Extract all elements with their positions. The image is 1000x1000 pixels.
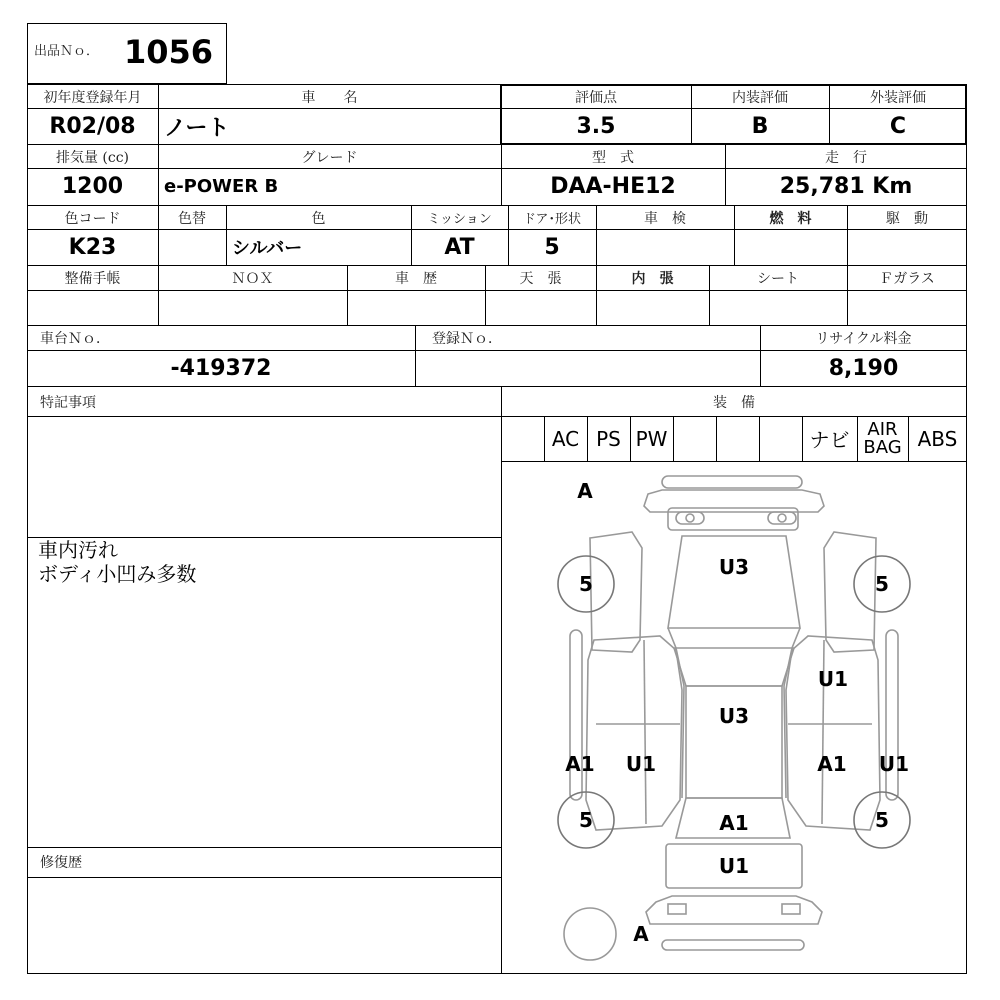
mission-value: AT bbox=[444, 234, 475, 260]
fuel-value bbox=[734, 229, 847, 265]
nox-value bbox=[158, 290, 347, 325]
recycle-value: 8,190 bbox=[828, 355, 899, 381]
equip-pw: PW bbox=[635, 426, 668, 451]
displacement-label: 排気量 (cc) bbox=[55, 149, 130, 166]
color-code-label: 色コード bbox=[64, 210, 121, 227]
equip-airbag-line2: BAG bbox=[863, 436, 902, 458]
interior-label: 内装評価 bbox=[732, 89, 788, 106]
color-label: 色 bbox=[311, 210, 326, 227]
car-name-value: ノート bbox=[164, 115, 230, 141]
damage-rear-bumper: A bbox=[633, 922, 649, 946]
maintenance-value bbox=[27, 290, 158, 325]
history-value bbox=[347, 290, 485, 325]
maintenance-label: 整備手帳 bbox=[64, 271, 121, 287]
grade-label: グレード bbox=[301, 149, 358, 166]
seat-label: シート bbox=[757, 271, 799, 287]
score-value: 3.5 bbox=[576, 113, 616, 139]
equipment-label: 装 備 bbox=[713, 395, 755, 411]
interior-value: B bbox=[751, 113, 769, 139]
notes-line-2: ボディ小凹み多数 bbox=[38, 562, 197, 586]
drive-label: 駆 動 bbox=[886, 210, 928, 227]
lot-number-label: 出品Ｎｏ． bbox=[34, 43, 100, 59]
fuel-label: 燃 料 bbox=[769, 210, 812, 227]
damage-hood: U3 bbox=[718, 555, 750, 579]
inspection-value bbox=[596, 229, 734, 265]
mileage-value: 25,781 Km bbox=[779, 174, 913, 199]
model-label: 型 式 bbox=[592, 149, 634, 166]
registration-value bbox=[415, 350, 760, 386]
roof-label: 天 張 bbox=[519, 271, 562, 287]
notes-label: 特記事項 bbox=[40, 395, 96, 411]
damage-rear-roof-edge: A1 bbox=[719, 811, 749, 835]
damage-front-bumper: A bbox=[577, 479, 593, 503]
equip-ps: PS bbox=[596, 426, 621, 451]
rear-left-wheel-value: 5 bbox=[579, 808, 593, 832]
color-change-value bbox=[158, 229, 226, 265]
rear-right-wheel-value: 5 bbox=[875, 808, 889, 832]
inner-label: 内 張 bbox=[631, 271, 674, 287]
color-change-label: 色替 bbox=[178, 210, 206, 227]
damage-right-front-door: U1 bbox=[817, 667, 849, 691]
damage-roof: U3 bbox=[718, 704, 750, 728]
fglass-value bbox=[847, 290, 967, 325]
front-right-wheel-value: 5 bbox=[875, 572, 889, 596]
equip-navi: ナビ bbox=[809, 428, 850, 452]
fglass-label: Ｆガラス bbox=[879, 271, 935, 287]
exterior-label: 外装評価 bbox=[870, 89, 926, 106]
color-code-value: K23 bbox=[68, 234, 117, 260]
inner-value bbox=[596, 290, 709, 325]
history-label: 車 歴 bbox=[395, 271, 437, 287]
notes-line-1: 車内汚れ bbox=[38, 538, 118, 562]
color-value: シルバー bbox=[232, 238, 303, 259]
chassis-label: 車台Ｎｏ． bbox=[40, 331, 110, 347]
recycle-label: リサイクル料金 bbox=[815, 331, 912, 347]
chassis-value: -419372 bbox=[170, 355, 272, 381]
mission-label: ミッション bbox=[427, 212, 492, 227]
registration-label: 登録Ｎｏ． bbox=[432, 331, 502, 347]
damage-tailgate: U1 bbox=[718, 854, 750, 878]
inspection-label: 車 検 bbox=[644, 210, 686, 227]
seat-value bbox=[709, 290, 847, 325]
equip-airbag-line1: AIR bbox=[867, 418, 898, 440]
mileage-label: 走 行 bbox=[825, 149, 867, 166]
equip-airbag bbox=[857, 416, 908, 461]
notes-text bbox=[38, 538, 493, 586]
drive-value bbox=[847, 229, 967, 265]
first-reg-value: R02/08 bbox=[49, 113, 136, 139]
front-left-wheel-value: 5 bbox=[579, 572, 593, 596]
repair-history-label: 修復歴 bbox=[40, 855, 82, 871]
equip-ac: AC bbox=[551, 426, 580, 451]
score-label: 評価点 bbox=[575, 89, 617, 106]
damage-right-rocker: A1 bbox=[817, 752, 847, 776]
first-reg-label: 初年度登録年月 bbox=[43, 89, 142, 106]
lot-number: 1056 bbox=[124, 33, 214, 71]
equip-abs: ABS bbox=[917, 426, 958, 451]
grade-value: e-POWER B bbox=[164, 176, 279, 197]
car-name-label: 車 名 bbox=[301, 89, 358, 106]
exterior-value: C bbox=[889, 113, 907, 139]
damage-right-rear-quarter: U1 bbox=[878, 752, 910, 776]
displacement-value: 1200 bbox=[61, 174, 124, 199]
door-label: ドア･形状 bbox=[522, 212, 582, 227]
damage-left-rocker: A1 bbox=[565, 752, 595, 776]
model-value: DAA-HE12 bbox=[550, 174, 676, 199]
nox-label: ＮＯＸ bbox=[231, 271, 274, 287]
damage-left-rear-door: U1 bbox=[625, 752, 657, 776]
roof-value bbox=[485, 290, 596, 325]
door-value: 5 bbox=[544, 234, 560, 260]
